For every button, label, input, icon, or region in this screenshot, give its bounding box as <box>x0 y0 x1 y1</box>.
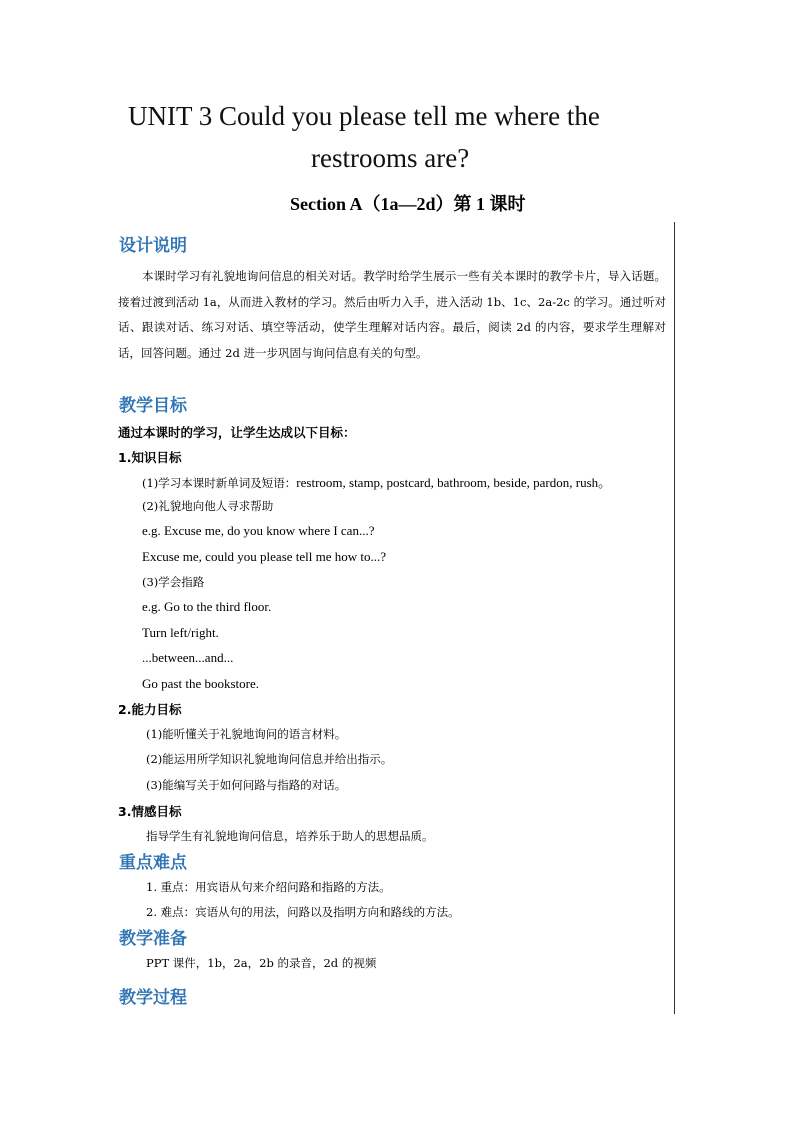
emotion-label: 3.情感目标 <box>118 804 182 819</box>
knowledge-item1-prefix: (1)学习本课时新单词及短语： <box>142 476 297 490</box>
unit-title-line1: UNIT 3 Could you please tell me where the <box>128 101 600 131</box>
knowledge-example4: Turn left/right. <box>142 625 219 640</box>
design-paragraph: 本课时学习有礼貌地询问信息的相关对话。教学时给学生展示一些有关本课时的教学卡片，导入话题。接着过渡到活动 1a，从而进入教材的学习。然后由听力入手，进入活动 1b、1c、2a-2c 的学习。通过听对话、跟读对话、练习对话、填空等活动，使学生理解对话内容。最后，阅读 2d 的内容，要求学生理解对话，回答问题。通过 2d 进一步巩固与询问信息有关的句型。 <box>118 269 666 360</box>
table-border-line <box>674 222 675 1014</box>
heading-process: 教学过程 <box>119 988 187 1008</box>
keypoints-item1: 1. 重点：用宾语从句来介绍问路和指路的方法。 <box>146 880 391 894</box>
knowledge-example6: Go past the bookstore. <box>142 676 259 691</box>
knowledge-item1 <box>142 472 611 491</box>
ability-item2: (2)能运用所学知识礼貌地询问信息并给出指示。 <box>146 752 393 766</box>
knowledge-example2: Excuse me, could you please tell me how to...? <box>142 549 387 564</box>
heading-objectives: 教学目标 <box>119 396 187 416</box>
preparation-text: PPT 课件，1b，2a，2b 的录音，2d 的视频 <box>146 956 377 970</box>
knowledge-item2: (2)礼貌地向他人寻求帮助 <box>142 499 274 513</box>
section-subtitle: Section A（1a—2d）第 1 课时 <box>290 194 526 214</box>
ability-item1: (1)能听懂关于礼貌地询问的语言材料。 <box>146 727 347 741</box>
knowledge-example5: ...between...and... <box>142 650 234 665</box>
ability-item3: (3)能编写关于如何问路与指路的对话。 <box>146 778 347 792</box>
heading-keypoints: 重点难点 <box>119 853 187 873</box>
heading-design: 设计说明 <box>119 236 187 256</box>
heading-preparation: 教学准备 <box>119 929 187 949</box>
emotion-text: 指导学生有礼貌地询问信息，培养乐于助人的思想品质。 <box>146 829 434 843</box>
objectives-intro: 通过本课时的学习，让学生达成以下目标： <box>118 425 356 440</box>
knowledge-item1-words: restroom, stamp, postcard, bathroom, beside, pardon, rush。 <box>296 475 612 490</box>
ability-label: 2.能力目标 <box>118 702 182 717</box>
keypoints-item2: 2. 难点：宾语从句的用法，问路以及指明方向和路线的方法。 <box>146 905 460 919</box>
knowledge-item3: (3)学会指路 <box>142 575 205 589</box>
knowledge-label: 1.知识目标 <box>118 450 182 465</box>
knowledge-example3: e.g. Go to the third floor. <box>142 599 272 614</box>
knowledge-example1: e.g. Excuse me, do you know where I can...? <box>142 523 375 538</box>
unit-title-line2: restrooms are? <box>311 143 470 173</box>
